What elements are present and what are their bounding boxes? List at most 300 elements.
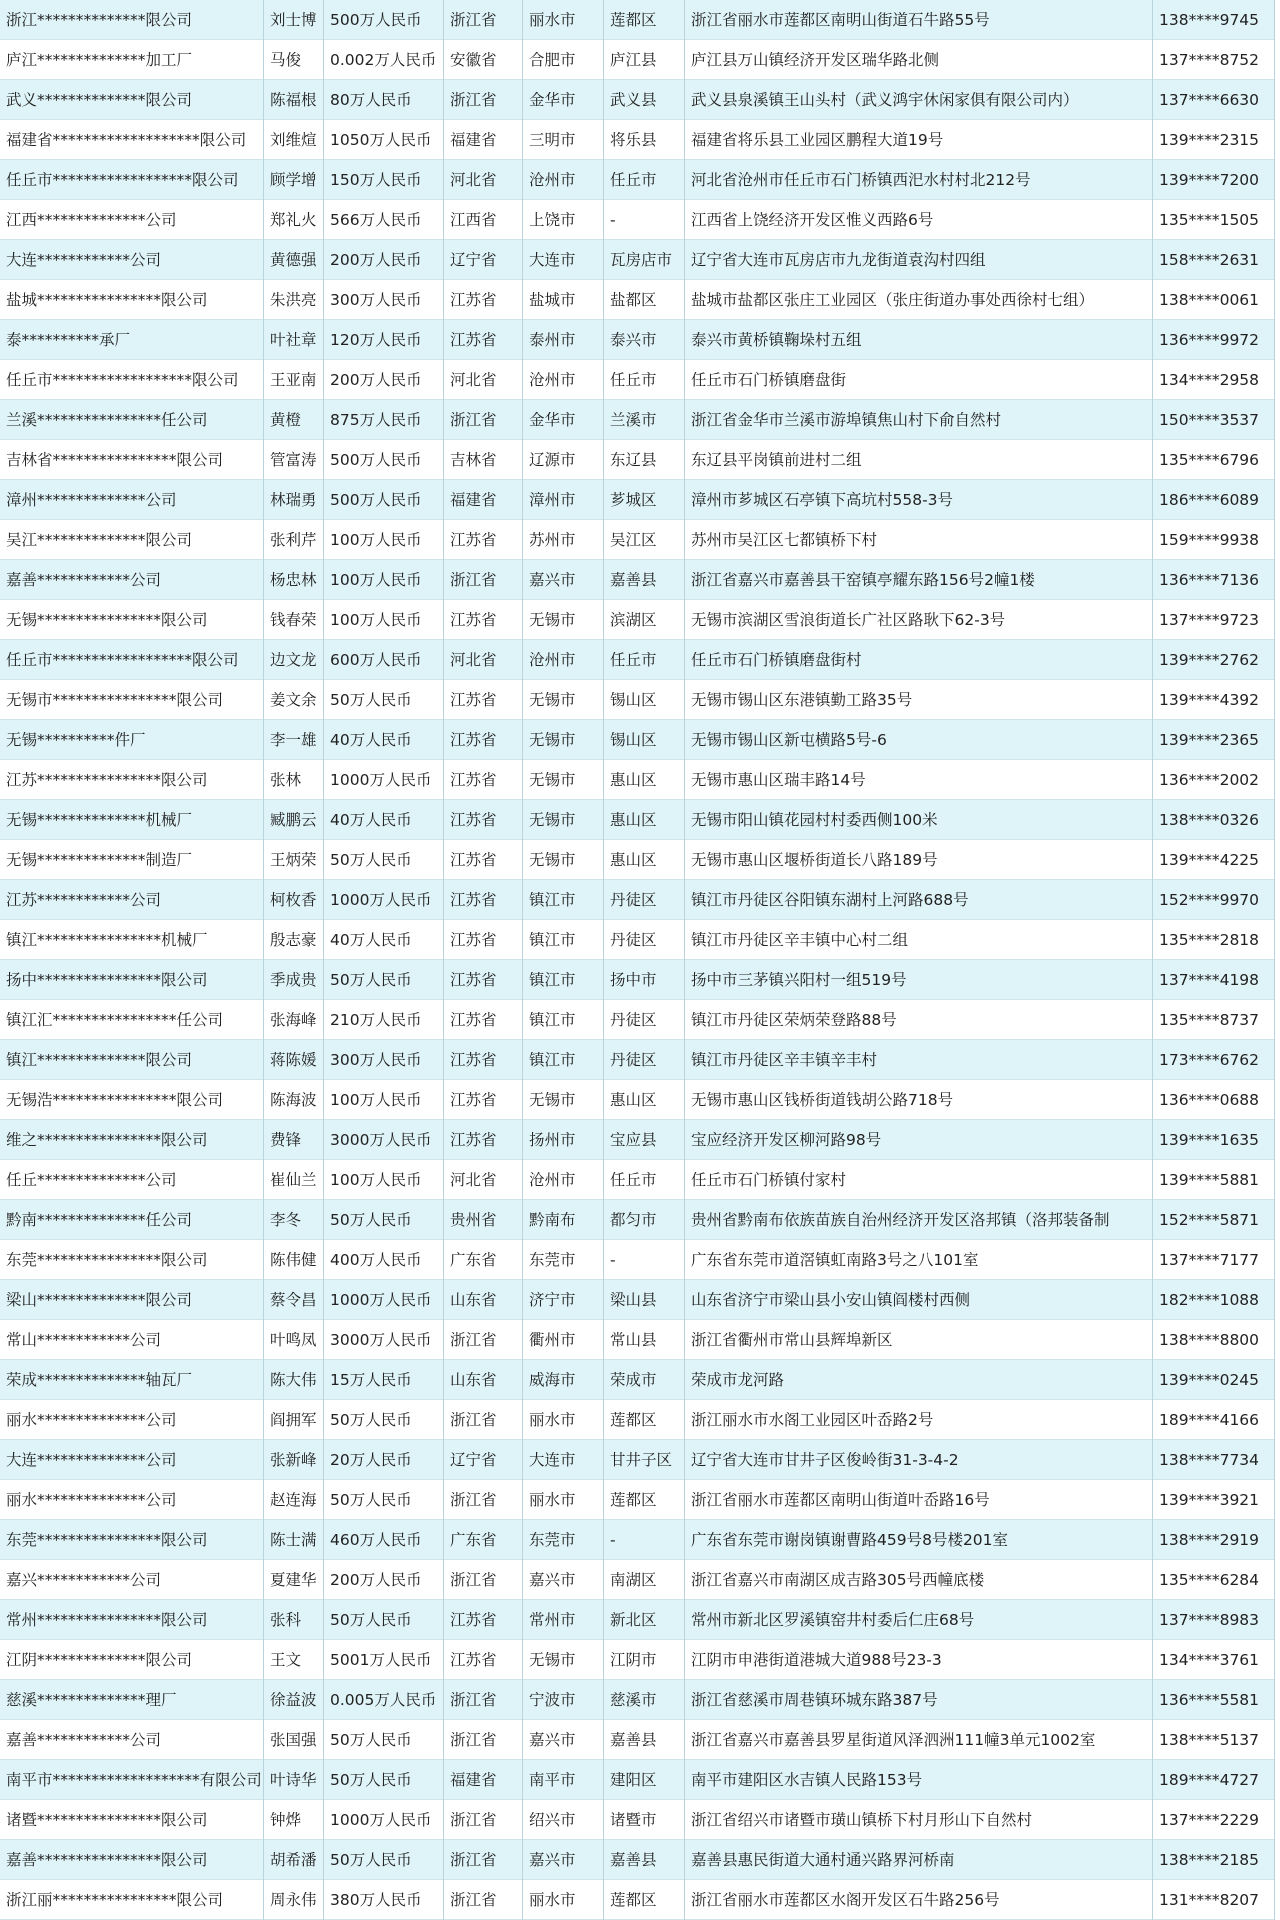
district-cell: 都匀市	[610, 1211, 657, 1229]
province-cell: 浙江省	[450, 1731, 497, 1749]
company-cell: 东莞****************限公司	[6, 1531, 208, 1549]
address-cell: 武义县泉溪镇王山头村（武义鸿宇休闲家俱有限公司内）	[691, 91, 1079, 109]
capital-cell: 40万人民币	[330, 811, 412, 829]
province-cell: 江苏省	[450, 1651, 497, 1669]
company-cell: 嘉善************公司	[6, 1731, 162, 1749]
person-cell: 黄德强	[270, 251, 317, 269]
phone-cell: 139****3921	[1159, 1491, 1260, 1509]
district-cell: 丹徒区	[610, 1011, 657, 1029]
capital-cell: 400万人民币	[330, 1251, 422, 1269]
address-cell: 无锡市惠山区堰桥街道长八路189号	[691, 851, 938, 869]
district-cell: 吴江区	[610, 531, 657, 549]
city-cell: 苏州市	[529, 531, 576, 549]
person-cell: 李冬	[270, 1211, 302, 1229]
address-cell: 泰兴市黄桥镇鞠垛村五组	[691, 331, 862, 349]
address-cell: 浙江省金华市兰溪市游埠镇焦山村下俞自然村	[691, 411, 1002, 429]
capital-cell: 200万人民币	[330, 371, 422, 389]
city-cell: 大连市	[529, 251, 576, 269]
company-cell: 丽水**************公司	[6, 1491, 177, 1509]
company-cell: 无锡**********件厂	[6, 731, 146, 749]
city-cell: 上饶市	[529, 211, 576, 229]
province-cell: 浙江省	[450, 1811, 497, 1829]
person-cell: 王炳荣	[270, 851, 317, 869]
person-cell: 陈士满	[270, 1531, 317, 1549]
company-cell: 江苏****************限公司	[6, 771, 208, 789]
table-row	[0, 640, 1275, 680]
city-cell: 丽水市	[529, 1411, 576, 1429]
district-cell: 瓦房店市	[610, 251, 673, 269]
table-row	[0, 1440, 1275, 1480]
district-cell: -	[610, 211, 616, 229]
phone-cell: 135****6284	[1159, 1571, 1260, 1589]
person-cell: 蒋陈媛	[270, 1051, 317, 1069]
table-row	[0, 1240, 1275, 1280]
address-cell: 无锡市惠山区瑞丰路14号	[691, 771, 866, 789]
company-cell: 镇江汇****************任公司	[6, 1011, 224, 1029]
province-cell: 贵州省	[450, 1211, 497, 1229]
city-cell: 辽源市	[529, 451, 576, 469]
capital-cell: 1000万人民币	[330, 1291, 432, 1309]
company-cell: 丽水**************公司	[6, 1411, 177, 1429]
district-cell: 滨湖区	[610, 611, 657, 629]
phone-cell: 138****7734	[1159, 1451, 1260, 1469]
province-cell: 山东省	[450, 1371, 497, 1389]
address-cell: 浙江省衢州市常山县辉埠新区	[691, 1331, 893, 1349]
person-cell: 崔仙兰	[270, 1171, 317, 1189]
province-cell: 江苏省	[450, 1051, 497, 1069]
table-row	[0, 280, 1275, 320]
phone-cell: 138****8800	[1159, 1331, 1260, 1349]
table-row	[0, 1880, 1275, 1920]
city-cell: 镇江市	[529, 971, 576, 989]
address-cell: 嘉善县惠民街道大通村通兴路界河桥南	[691, 1851, 955, 1869]
person-cell: 臧鹏云	[270, 811, 317, 829]
person-cell: 陈福根	[270, 91, 317, 109]
phone-cell: 139****4225	[1159, 851, 1260, 869]
capital-cell: 1050万人民币	[330, 131, 432, 149]
city-cell: 漳州市	[529, 491, 576, 509]
table-row	[0, 1680, 1275, 1720]
province-cell: 浙江省	[450, 571, 497, 589]
person-cell: 王文	[270, 1651, 302, 1669]
province-cell: 江苏省	[450, 691, 497, 709]
city-cell: 镇江市	[529, 1051, 576, 1069]
city-cell: 金华市	[529, 411, 576, 429]
person-cell: 张新峰	[270, 1451, 317, 1469]
address-cell: 镇江市丹徒区辛丰镇中心村二组	[691, 931, 909, 949]
city-cell: 无锡市	[529, 771, 576, 789]
province-cell: 江苏省	[450, 1011, 497, 1029]
district-cell: 盐都区	[610, 291, 657, 309]
company-cell: 常山************公司	[6, 1331, 162, 1349]
person-cell: 阎拥军	[270, 1411, 317, 1429]
company-cell: 南平市*******************有限公司	[6, 1771, 262, 1789]
company-cell: 镇江**************限公司	[6, 1051, 193, 1069]
phone-cell: 150****3537	[1159, 411, 1260, 429]
table-row	[0, 1720, 1275, 1760]
company-cell: 常州****************限公司	[6, 1611, 208, 1629]
company-cell: 江苏************公司	[6, 891, 162, 909]
district-cell: 惠山区	[610, 851, 657, 869]
column-divider	[443, 0, 444, 1920]
address-cell: 贵州省黔南布依族苗族自治州经济开发区洛邦镇（洛邦装备制	[691, 1211, 1110, 1229]
phone-cell: 135****8737	[1159, 1011, 1260, 1029]
district-cell: 莲都区	[610, 1491, 657, 1509]
district-cell: 慈溪市	[610, 1691, 657, 1709]
address-cell: 无锡市锡山区东港镇勤工路35号	[691, 691, 913, 709]
province-cell: 江苏省	[450, 931, 497, 949]
city-cell: 丽水市	[529, 1891, 576, 1909]
address-cell: 苏州市吴江区七都镇桥下村	[691, 531, 878, 549]
province-cell: 河北省	[450, 371, 497, 389]
table-row	[0, 1280, 1275, 1320]
phone-cell: 134****3761	[1159, 1651, 1260, 1669]
phone-cell: 138****2185	[1159, 1851, 1260, 1869]
address-cell: 镇江市丹徒区谷阳镇东湖村上河路688号	[691, 891, 969, 909]
phone-cell: 136****0688	[1159, 1091, 1260, 1109]
table-row	[0, 1400, 1275, 1440]
phone-cell: 138****5137	[1159, 1731, 1260, 1749]
phone-cell: 137****7177	[1159, 1251, 1260, 1269]
province-cell: 江苏省	[450, 891, 497, 909]
capital-cell: 100万人民币	[330, 571, 422, 589]
capital-cell: 1000万人民币	[330, 771, 432, 789]
table-row	[0, 600, 1275, 640]
capital-cell: 500万人民币	[330, 491, 422, 509]
address-cell: 浙江省慈溪市周巷镇环城东路387号	[691, 1691, 938, 1709]
company-cell: 漳州**************公司	[6, 491, 177, 509]
district-cell: 宝应县	[610, 1131, 657, 1149]
company-cell: 黔南**************任公司	[6, 1211, 193, 1229]
district-cell: 泰兴市	[610, 331, 657, 349]
company-cell: 梁山**************限公司	[6, 1291, 193, 1309]
table-row	[0, 960, 1275, 1000]
table-row	[0, 480, 1275, 520]
table-row	[0, 1600, 1275, 1640]
person-cell: 钱春荣	[270, 611, 317, 629]
table-row	[0, 1320, 1275, 1360]
city-cell: 常州市	[529, 1611, 576, 1629]
column-divider	[603, 0, 604, 1920]
district-cell: 梁山县	[610, 1291, 657, 1309]
table-row	[0, 1080, 1275, 1120]
company-cell: 武义**************限公司	[6, 91, 193, 109]
address-cell: 广东省东莞市道滘镇虹南路3号之八101室	[691, 1251, 979, 1269]
district-cell: 武义县	[610, 91, 657, 109]
capital-cell: 100万人民币	[330, 531, 422, 549]
address-cell: 浙江省嘉兴市嘉善县干窑镇亭耀东路156号2幢1楼	[691, 571, 1035, 589]
person-cell: 边文龙	[270, 651, 317, 669]
company-cell: 嘉善************公司	[6, 571, 162, 589]
person-cell: 蔡令昌	[270, 1291, 317, 1309]
district-cell: 将乐县	[610, 131, 657, 149]
capital-cell: 200万人民币	[330, 1571, 422, 1589]
table-row	[0, 1640, 1275, 1680]
phone-cell: 189****4727	[1159, 1771, 1260, 1789]
address-cell: 河北省沧州市任丘市石门桥镇西汜水村村北212号	[691, 171, 1031, 189]
address-cell: 辽宁省大连市瓦房店市九龙街道袁沟村四组	[691, 251, 986, 269]
address-cell: 浙江省丽水市莲都区南明山街道叶岙路16号	[691, 1491, 990, 1509]
phone-cell: 182****1088	[1159, 1291, 1260, 1309]
company-cell: 任丘市******************限公司	[6, 171, 239, 189]
company-cell: 慈溪**************理厂	[6, 1691, 177, 1709]
province-cell: 江苏省	[450, 731, 497, 749]
province-cell: 浙江省	[450, 1411, 497, 1429]
phone-cell: 139****0245	[1159, 1371, 1260, 1389]
table-row	[0, 160, 1275, 200]
district-cell: 常山县	[610, 1331, 657, 1349]
district-cell: 莲都区	[610, 11, 657, 29]
person-cell: 郑礼火	[270, 211, 317, 229]
phone-cell: 139****2315	[1159, 131, 1260, 149]
district-cell: 莲都区	[610, 1891, 657, 1909]
phone-cell: 137****6630	[1159, 91, 1260, 109]
person-cell: 马俊	[270, 51, 302, 69]
district-cell: 任丘市	[610, 371, 657, 389]
person-cell: 张利芹	[270, 531, 317, 549]
company-cell: 荣成**************轴瓦厂	[6, 1371, 193, 1389]
province-cell: 福建省	[450, 131, 497, 149]
city-cell: 无锡市	[529, 1091, 576, 1109]
city-cell: 嘉兴市	[529, 1851, 576, 1869]
person-cell: 费锋	[270, 1131, 302, 1149]
phone-cell: 152****5871	[1159, 1211, 1260, 1229]
company-cell: 镇江****************机械厂	[6, 931, 208, 949]
company-cell: 维之****************限公司	[6, 1131, 208, 1149]
person-cell: 刘维煊	[270, 131, 317, 149]
capital-cell: 566万人民币	[330, 211, 422, 229]
capital-cell: 50万人民币	[330, 1211, 412, 1229]
district-cell: 嘉善县	[610, 571, 657, 589]
province-cell: 江苏省	[450, 291, 497, 309]
table-row	[0, 1760, 1275, 1800]
province-cell: 江苏省	[450, 811, 497, 829]
address-cell: 宝应经济开发区柳河路98号	[691, 1131, 882, 1149]
district-cell: 荣成市	[610, 1371, 657, 1389]
district-cell: -	[610, 1531, 616, 1549]
district-cell: 芗城区	[610, 491, 657, 509]
phone-cell: 135****6796	[1159, 451, 1260, 469]
table-row	[0, 120, 1275, 160]
person-cell: 叶诗华	[270, 1771, 317, 1789]
province-cell: 浙江省	[450, 11, 497, 29]
city-cell: 衢州市	[529, 1331, 576, 1349]
table-row	[0, 840, 1275, 880]
province-cell: 山东省	[450, 1291, 497, 1309]
capital-cell: 20万人民币	[330, 1451, 412, 1469]
company-cell: 嘉善****************限公司	[6, 1851, 208, 1869]
person-cell: 姜文余	[270, 691, 317, 709]
province-cell: 浙江省	[450, 1891, 497, 1909]
company-cell: 浙江**************限公司	[6, 11, 193, 29]
capital-cell: 50万人民币	[330, 1771, 412, 1789]
address-cell: 东辽县平岗镇前进村二组	[691, 451, 862, 469]
company-cell: 江西**************公司	[6, 211, 177, 229]
person-cell: 陈伟健	[270, 1251, 317, 1269]
table-row	[0, 440, 1275, 480]
province-cell: 辽宁省	[450, 251, 497, 269]
table-row	[0, 1000, 1275, 1040]
phone-cell: 139****5881	[1159, 1171, 1260, 1189]
province-cell: 江苏省	[450, 1131, 497, 1149]
phone-cell: 136****7136	[1159, 571, 1260, 589]
company-cell: 诸暨****************限公司	[6, 1811, 208, 1829]
city-cell: 威海市	[529, 1371, 576, 1389]
table-row	[0, 720, 1275, 760]
district-cell: 任丘市	[610, 171, 657, 189]
address-cell: 无锡市惠山区钱桥街道钱胡公路718号	[691, 1091, 954, 1109]
capital-cell: 50万人民币	[330, 851, 412, 869]
person-cell: 管富涛	[270, 451, 317, 469]
address-cell: 福建省将乐县工业园区鹏程大道19号	[691, 131, 944, 149]
address-cell: 南平市建阳区水吉镇人民路153号	[691, 1771, 923, 1789]
table-row	[0, 40, 1275, 80]
capital-cell: 120万人民币	[330, 331, 422, 349]
person-cell: 胡希潘	[270, 1851, 317, 1869]
person-cell: 叶鸣凤	[270, 1331, 317, 1349]
city-cell: 无锡市	[529, 811, 576, 829]
person-cell: 柯枚香	[270, 891, 317, 909]
district-cell: 锡山区	[610, 691, 657, 709]
capital-cell: 40万人民币	[330, 731, 412, 749]
table-row	[0, 400, 1275, 440]
capital-cell: 50万人民币	[330, 1851, 412, 1869]
province-cell: 江苏省	[450, 331, 497, 349]
province-cell: 河北省	[450, 171, 497, 189]
capital-cell: 600万人民币	[330, 651, 422, 669]
address-cell: 浙江丽水市水阁工业园区叶岙路2号	[691, 1411, 934, 1429]
city-cell: 沧州市	[529, 171, 576, 189]
person-cell: 张林	[270, 771, 302, 789]
company-cell: 无锡**************机械厂	[6, 811, 193, 829]
table-row	[0, 240, 1275, 280]
district-cell: 东辽县	[610, 451, 657, 469]
address-cell: 浙江省绍兴市诸暨市璜山镇桥下村月形山下自然村	[691, 1811, 1033, 1829]
city-cell: 泰州市	[529, 331, 576, 349]
capital-cell: 1000万人民币	[330, 1811, 432, 1829]
table-row	[0, 1560, 1275, 1600]
phone-cell: 152****9970	[1159, 891, 1260, 909]
address-cell: 漳州市芗城区石亭镇下高坑村558-3号	[691, 491, 954, 509]
person-cell: 张国强	[270, 1731, 317, 1749]
address-cell: 江西省上饶经济开发区惟义西路6号	[691, 211, 934, 229]
province-cell: 浙江省	[450, 411, 497, 429]
capital-cell: 460万人民币	[330, 1531, 422, 1549]
table-row	[0, 520, 1275, 560]
capital-cell: 100万人民币	[330, 1091, 422, 1109]
table-row	[0, 0, 1275, 40]
table-row	[0, 1800, 1275, 1840]
company-cell: 无锡市****************限公司	[6, 691, 224, 709]
province-cell: 江苏省	[450, 531, 497, 549]
phone-cell: 136****9972	[1159, 331, 1260, 349]
phone-cell: 137****4198	[1159, 971, 1260, 989]
person-cell: 殷志豪	[270, 931, 317, 949]
company-cell: 任丘市******************限公司	[6, 371, 239, 389]
province-cell: 江苏省	[450, 611, 497, 629]
province-cell: 浙江省	[450, 1331, 497, 1349]
capital-cell: 0.002万人民币	[330, 51, 437, 69]
company-cell: 江阴**************限公司	[6, 1651, 193, 1669]
table-row	[0, 320, 1275, 360]
capital-cell: 3000万人民币	[330, 1131, 432, 1149]
address-cell: 荣成市龙河路	[691, 1371, 785, 1389]
company-cell: 兰溪****************任公司	[6, 411, 208, 429]
city-cell: 无锡市	[529, 611, 576, 629]
table-row	[0, 1200, 1275, 1240]
person-cell: 张科	[270, 1611, 302, 1629]
company-cell: 无锡****************限公司	[6, 611, 208, 629]
city-cell: 济宁市	[529, 1291, 576, 1309]
district-cell: 诸暨市	[610, 1811, 657, 1829]
address-cell: 无锡市锡山区新屯横路5号-6	[691, 731, 887, 749]
province-cell: 河北省	[450, 1171, 497, 1189]
address-cell: 盐城市盐都区张庄工业园区（张庄街道办事处西徐村七组）	[691, 291, 1095, 309]
table-row	[0, 1160, 1275, 1200]
city-cell: 无锡市	[529, 691, 576, 709]
capital-cell: 100万人民币	[330, 1171, 422, 1189]
province-cell: 江苏省	[450, 1091, 497, 1109]
company-cell: 东莞****************限公司	[6, 1251, 208, 1269]
table-row	[0, 80, 1275, 120]
capital-cell: 50万人民币	[330, 1611, 412, 1629]
phone-cell: 137****9723	[1159, 611, 1260, 629]
province-cell: 福建省	[450, 491, 497, 509]
phone-cell: 135****2818	[1159, 931, 1260, 949]
district-cell: 兰溪市	[610, 411, 657, 429]
province-cell: 江苏省	[450, 851, 497, 869]
address-cell: 浙江省嘉兴市嘉善县罗星街道风泽泗洲111幢3单元1002室	[691, 1731, 1096, 1749]
city-cell: 丽水市	[529, 11, 576, 29]
district-cell: 惠山区	[610, 1091, 657, 1109]
capital-cell: 0.005万人民币	[330, 1691, 437, 1709]
city-cell: 镇江市	[529, 1011, 576, 1029]
city-cell: 三明市	[529, 131, 576, 149]
district-cell: -	[610, 1251, 616, 1269]
company-cell: 浙江丽****************限公司	[6, 1891, 224, 1909]
phone-cell: 134****2958	[1159, 371, 1260, 389]
phone-cell: 135****1505	[1159, 211, 1260, 229]
person-cell: 夏建华	[270, 1571, 317, 1589]
city-cell: 丽水市	[529, 1491, 576, 1509]
address-cell: 辽宁省大连市甘井子区俊岭街31-3-4-2	[691, 1451, 959, 1469]
city-cell: 黔南布	[529, 1211, 576, 1229]
capital-cell: 210万人民币	[330, 1011, 422, 1029]
city-cell: 东莞市	[529, 1531, 576, 1549]
city-cell: 盐城市	[529, 291, 576, 309]
company-cell: 无锡**************制造厂	[6, 851, 193, 869]
city-cell: 沧州市	[529, 1171, 576, 1189]
capital-cell: 875万人民币	[330, 411, 422, 429]
capital-cell: 100万人民币	[330, 611, 422, 629]
district-cell: 甘井子区	[610, 1451, 673, 1469]
capital-cell: 50万人民币	[330, 1491, 412, 1509]
phone-cell: 139****1635	[1159, 1131, 1260, 1149]
capital-cell: 380万人民币	[330, 1891, 422, 1909]
address-cell: 常州市新北区罗溪镇窑井村委后仁庄68号	[691, 1611, 975, 1629]
person-cell: 刘士博	[270, 11, 317, 29]
person-cell: 朱洪亮	[270, 291, 317, 309]
company-cell: 吉林省****************限公司	[6, 451, 224, 469]
district-cell: 任丘市	[610, 1171, 657, 1189]
address-cell: 任丘市石门桥镇付家村	[691, 1171, 847, 1189]
province-cell: 广东省	[450, 1251, 497, 1269]
city-cell: 南平市	[529, 1771, 576, 1789]
table-row	[0, 920, 1275, 960]
person-cell: 陈大伟	[270, 1371, 317, 1389]
capital-cell: 300万人民币	[330, 291, 422, 309]
phone-cell: 138****9745	[1159, 11, 1260, 29]
